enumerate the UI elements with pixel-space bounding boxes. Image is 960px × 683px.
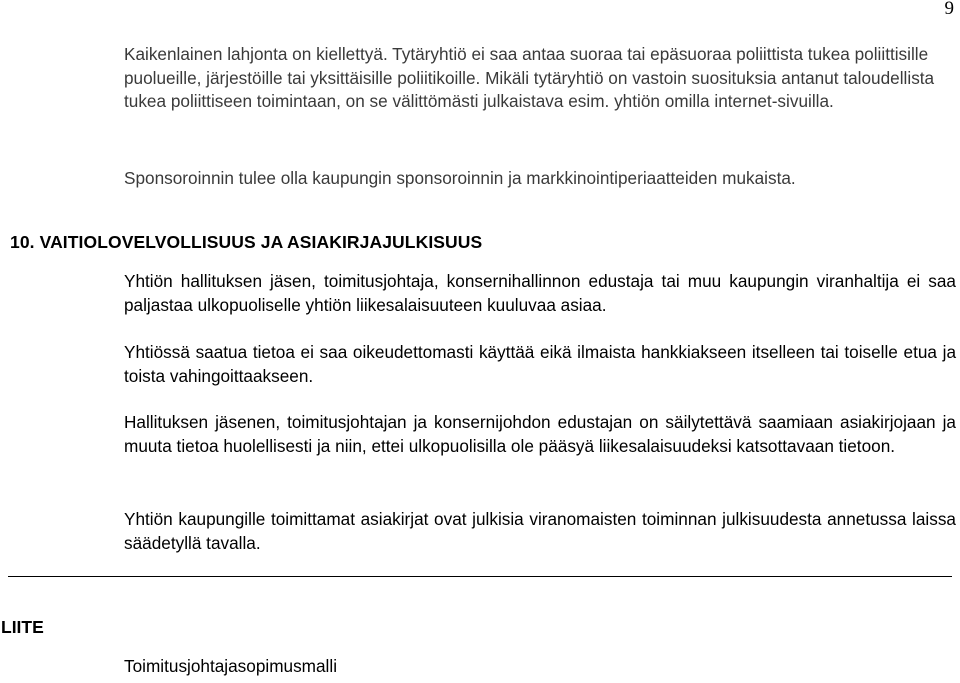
political-support-paragraph: Kaikenlainen lahjonta on kiellettyä. Tytäryhtiö ei saa antaa suoraa tai epäsuoraa poliittista tukea poliittisille puolueille, järjestöille tai yksittäisille poliitikoille. Mikäli tytäryhtiö on vastoin suosituksia antanut taloudellista tukea poliittiseen toimintaan, on se välittömästi julkaistava esim. yhtiön omilla internet-sivuilla. (124, 44, 935, 111)
appendix-title: LIITE (1, 617, 44, 637)
confidentiality-paragraph: Yhtiön hallituksen jäsen, toimitusjohtaja, konsernihallinnon edustaja tai muu kaupungin viranhaltija ei saa paljastaa ulkopuoliselle yhtiön liikesalaisuuteen kuuluvaa asiaa. (124, 271, 956, 315)
section-divider (8, 576, 952, 577)
public-documents-paragraph: Yhtiön kaupungille toimittamat asiakirjat ovat julkisia viranomaisten toiminnan julkisuudesta annetussa laissa säädetyllä tavalla. (124, 509, 956, 553)
sponsorship-paragraph: Sponsoroinnin tulee olla kaupungin sponsoroinnin ja markkinointiperiaatteiden mukaista. (124, 168, 796, 188)
page-number: 9 (944, 0, 954, 19)
document-storage-paragraph: Hallituksen jäsenen, toimitusjohtajan ja konsernijohdon edustajan on säilytettävä saamiaan asiakirjojaan ja muuta tietoa huolellisesti ja niin, ettei ulkopuolisilla ole pääsyä liikesalaisuudeksi katsottavaan tietoon. (124, 412, 956, 456)
appendix-item: Toimitusjohtajasopimusmalli (124, 656, 338, 676)
section-10-heading: 10. VAITIOLOVELVOLLISUUS JA ASIAKIRJAJULKISUUS (10, 232, 483, 252)
information-use-paragraph: Yhtiössä saatua tietoa ei saa oikeudettomasti käyttää eikä ilmaista hankkiakseen itselleen tai toiselle etua ja toista vahingoittaakseen. (124, 342, 956, 386)
